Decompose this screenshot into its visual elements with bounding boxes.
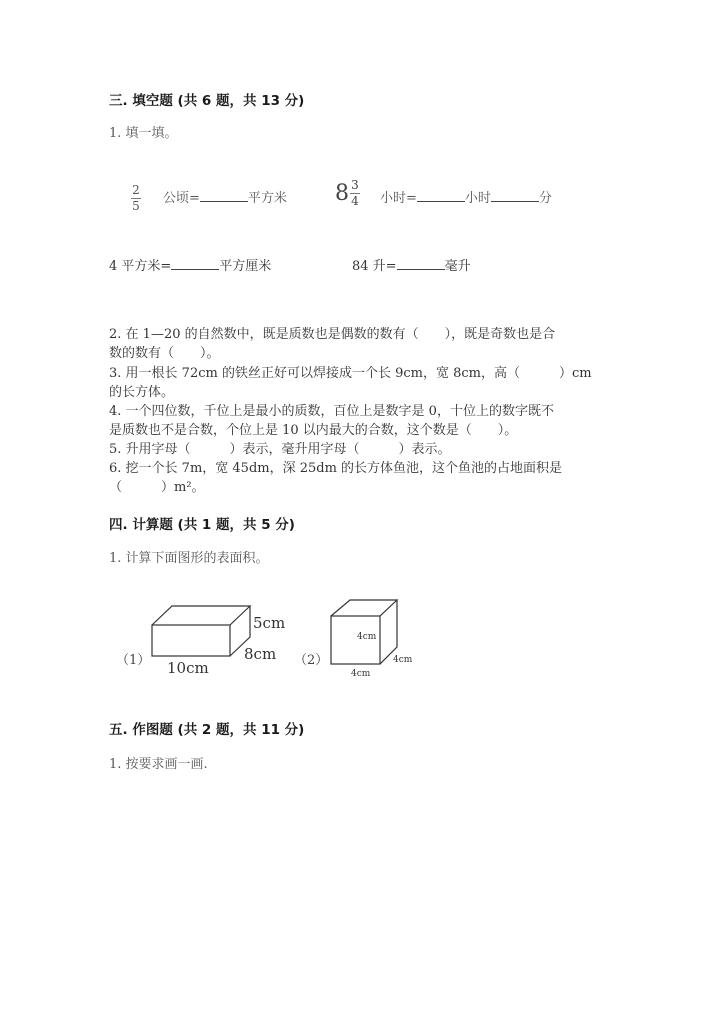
prefix-label: 84 升=: [352, 259, 397, 274]
prefix-label: 4 平方米=: [109, 259, 172, 274]
fraction-denominator: 4: [351, 194, 359, 208]
question-3-3-line1: 3. 用一根长 72cm 的铁丝正好可以焊接成一个长 9cm，宽 8cm，高（ ）cm: [109, 366, 592, 381]
figure-1-label: （1）: [116, 653, 151, 668]
figure-2-label: （2）: [294, 653, 329, 668]
question-3-2-line2: 数的数有（ ）。: [109, 346, 220, 361]
cuboid-length-label: 10cm: [167, 659, 209, 677]
question-3-1-stem: 1. 填一填。: [109, 126, 178, 141]
fraction-two-fifths: [131, 179, 141, 213]
section-4-heading: 四. 计算题 (共 1 题，共 5 分): [109, 517, 295, 533]
unit-label: 公顷=: [163, 191, 200, 206]
conversion-square-meters: [109, 257, 271, 276]
question-3-4-line2: 是质数也不是合数，个位上是 10 以内最大的合数，这个数是（ ）。: [109, 423, 518, 438]
section-3-heading: 三. 填空题 (共 6 题，共 13 分): [109, 93, 305, 109]
cube-bottom-edge-label: 4cm: [351, 669, 371, 679]
question-3-3-line2: 的长方体。: [109, 385, 175, 400]
answer-blank[interactable]: [397, 257, 445, 270]
cube-front-edge-label: 4cm: [357, 632, 377, 642]
answer-blank[interactable]: [200, 189, 248, 202]
result-unit-label: 平方米: [247, 191, 287, 206]
cube-side-edge-label: 4cm: [393, 655, 413, 665]
question-5-1-stem: 1. 按要求画一画.: [109, 757, 208, 772]
fraction-numerator: 2: [132, 183, 140, 197]
question-3-6-line2: （ ）m²。: [109, 480, 205, 495]
answer-blank-minutes[interactable]: [491, 189, 539, 202]
conversion-liters: [352, 257, 471, 276]
answer-blank[interactable]: [171, 257, 219, 270]
question-3-6-line1: 6. 挖一个长 7m，宽 45dm，深 25dm 的长方体鱼池，这个鱼池的占地面积是: [109, 461, 563, 476]
mixed-number-eight-three-quarters: [335, 179, 360, 208]
mixed-whole: 8: [335, 181, 349, 206]
mid-unit-label: 小时: [464, 191, 491, 206]
answer-blank-hours[interactable]: [417, 189, 465, 202]
question-4-1-stem: 1. 计算下面图形的表面积。: [109, 551, 269, 566]
result-unit-label: 毫升: [444, 259, 471, 274]
question-3-5-line1: 5. 升用字母（ ）表示，毫升用字母（ ）表示。: [109, 442, 451, 457]
question-3-4-line1: 4. 一个四位数，千位上是最小的质数，百位上是数字是 0，十位上的数字既不: [109, 404, 554, 419]
cuboid-height-label: 5cm: [253, 614, 286, 632]
unit-label: 小时=: [380, 191, 417, 206]
question-3-2-line1: 2. 在 1—20 的自然数中，既是质数也是偶数的数有（ ），既是奇数也是合: [109, 327, 556, 342]
fraction-numerator: 3: [351, 178, 359, 192]
section-5-heading: 五. 作图题 (共 2 题，共 11 分): [109, 722, 305, 738]
conversion-hours: [380, 187, 552, 206]
cuboid-figure: [140, 598, 290, 684]
conversion-hectare: [163, 187, 287, 206]
cuboid-width-label: 8cm: [244, 645, 277, 663]
result-unit-label: 分: [538, 191, 552, 206]
fraction-denominator: 5: [132, 199, 140, 213]
result-unit-label: 平方厘米: [219, 259, 272, 274]
